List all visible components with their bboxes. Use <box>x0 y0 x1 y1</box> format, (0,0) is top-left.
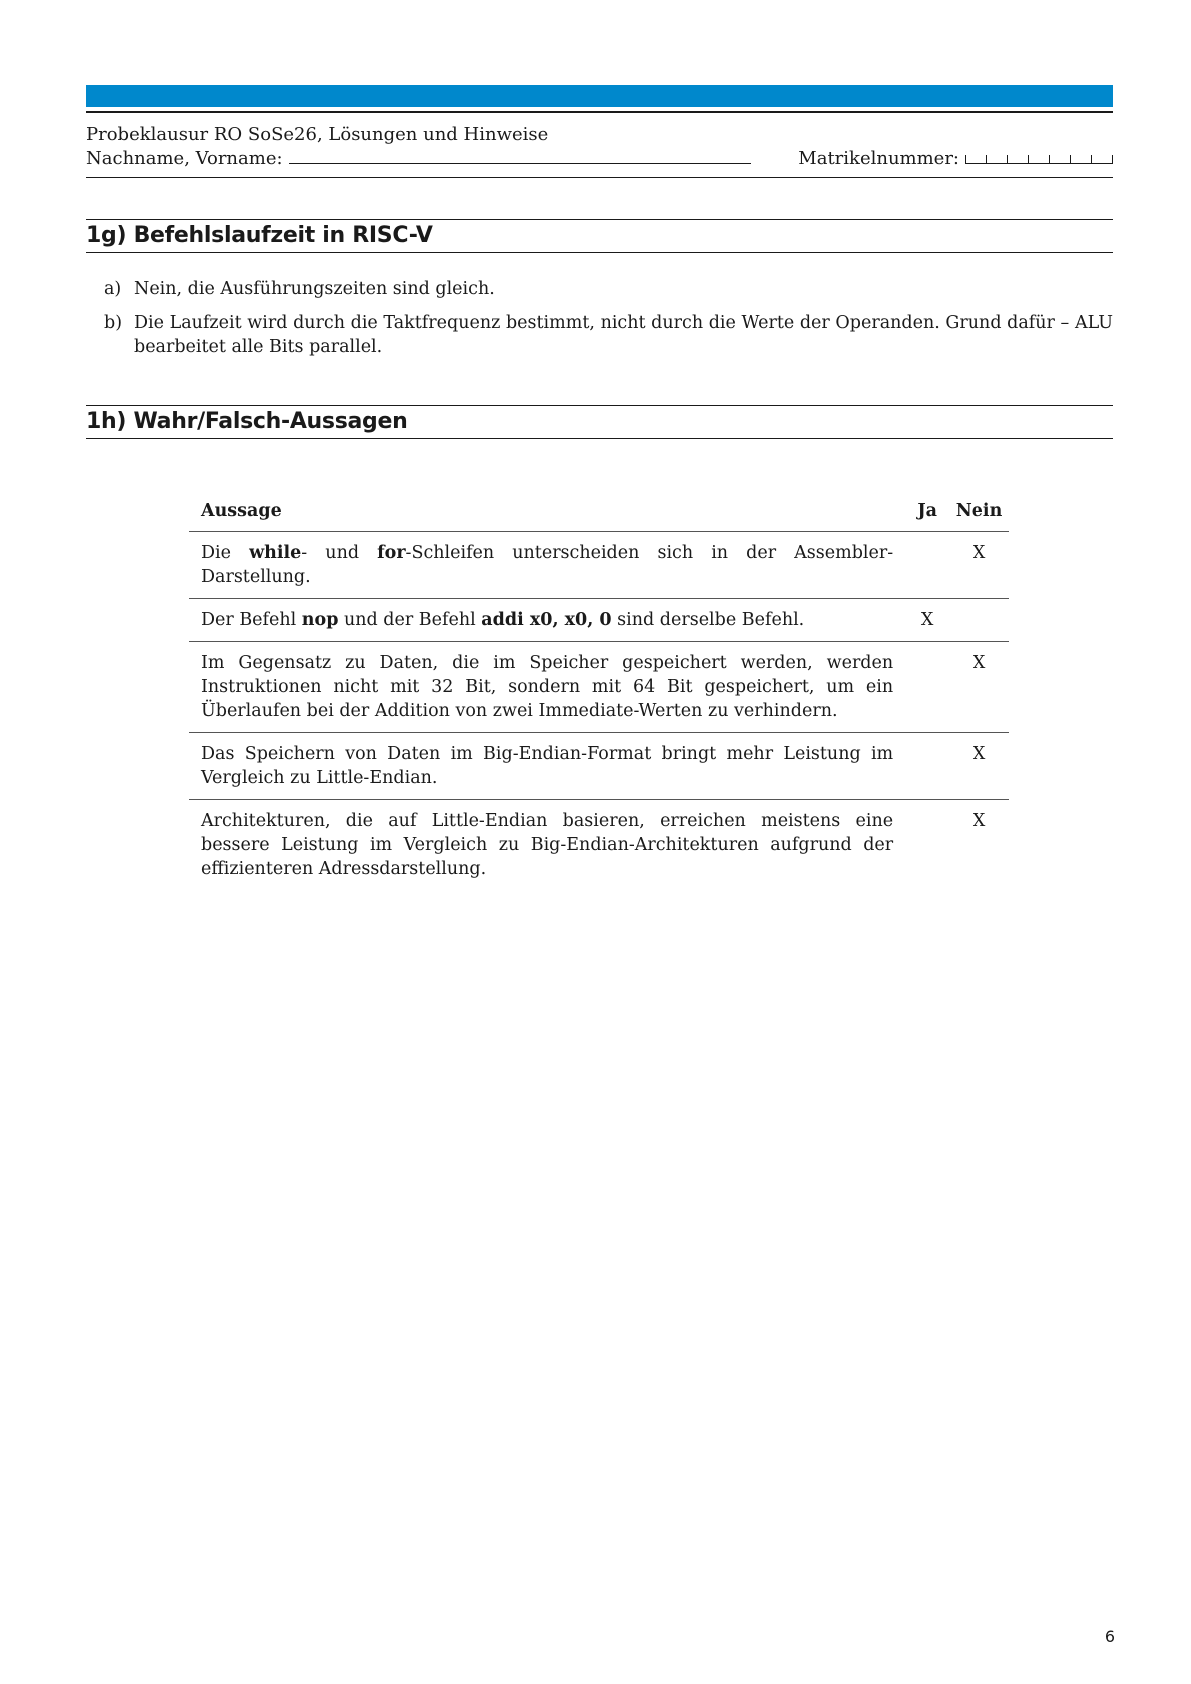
answer-item <box>104 277 1113 301</box>
page-number: 6 <box>1104 1627 1115 1646</box>
nein-cell: X <box>949 642 1009 733</box>
statement-cell <box>189 599 905 642</box>
matrikel-digit-box <box>1007 155 1028 164</box>
nein-cell: X <box>949 733 1009 800</box>
header-aussage: Aussage <box>189 493 905 532</box>
statement-cell <box>189 642 905 733</box>
table-row <box>189 532 1009 599</box>
table-row <box>189 800 1009 891</box>
statement-text: sind derselbe Befehl. <box>611 610 805 630</box>
table-row <box>189 599 1009 642</box>
statement-text: -Schleifen unterscheiden sich in der Assembler-Darstellung. <box>201 543 894 587</box>
name-field <box>86 147 751 171</box>
name-label: Nachname, Vorname: <box>86 148 283 169</box>
statement-text: Der Befehl <box>201 610 302 630</box>
ja-cell <box>905 733 949 800</box>
nein-cell <box>949 599 1009 642</box>
statement-keyword: addi x0, x0, 0 <box>481 610 612 630</box>
statement-text: Die <box>201 543 250 563</box>
matrikel-digit-box <box>1070 155 1091 164</box>
statement-keyword: for <box>377 543 406 563</box>
header-nein: Nein <box>949 493 1009 532</box>
header-bottom-rule <box>86 177 1113 178</box>
true-false-table <box>189 493 1009 890</box>
page-header <box>86 85 1113 178</box>
matrikel-digit-box <box>1028 155 1049 164</box>
statement-keyword: nop <box>301 610 339 630</box>
answer-item <box>104 311 1113 359</box>
statement-text: Im Gegensatz zu Daten, die im Speicher gespeichert werden, werden Instruktionen nicht mit 32 Bit, sondern mit 64 Bit gespeichert, um ein Überlaufen bei der Addition von zwei Immediate-Werten zu verhindern. <box>201 653 894 721</box>
ja-cell <box>905 532 949 599</box>
ja-cell: X <box>905 599 949 642</box>
statement-text: Architekturen, die auf Little-Endian basieren, erreichen meistens eine bessere Leistung im Vergleich zu Big-Endian-Architekturen aufgrund der effizienteren Adressdarstellung. <box>201 811 894 879</box>
matrikel-digit-box <box>965 155 986 164</box>
answers-1g <box>104 277 1113 369</box>
matrikel-digit-box <box>1049 155 1070 164</box>
ja-cell <box>905 800 949 891</box>
matrikel-digit-box <box>1091 155 1113 164</box>
name-underline <box>289 149 751 164</box>
statement-cell <box>189 800 905 891</box>
table-row <box>189 733 1009 800</box>
section-heading-1g: 1g) Befehlslaufzeit in RISC-V <box>86 219 1113 253</box>
nein-cell: X <box>972 811 986 831</box>
statement-text: - und <box>301 543 378 563</box>
matrikel-field <box>798 147 1113 171</box>
exam-title: Probeklausur RO SoSe26, Lösungen und Hinweise <box>86 124 549 145</box>
statement-cell <box>189 733 905 800</box>
answer-text: Nein, die Ausführungszeiten sind gleich. <box>134 279 495 299</box>
table-row <box>189 642 1009 733</box>
statement-cell <box>189 532 905 599</box>
ja-cell <box>905 642 949 733</box>
answer-marker: a) <box>104 279 122 299</box>
section-heading-1h: 1h) Wahr/Falsch-Aussagen <box>86 405 1113 439</box>
statement-text: Das Speichern von Daten im Big-Endian-Format bringt mehr Leistung im Vergleich zu Little-Endian. <box>201 744 894 788</box>
nein-cell: X <box>949 532 1009 599</box>
table-body <box>189 532 1009 891</box>
statement-keyword: while <box>249 543 302 563</box>
header-ja: Ja <box>905 493 949 532</box>
answer-text: Die Laufzeit wird durch die Taktfrequenz bestimmt, nicht durch die Werte der Operanden. Grund dafür – ALU bearbeitet alle Bits parallel. <box>134 313 1113 357</box>
matrikel-boxes <box>965 155 1113 164</box>
statement-text: und der Befehl <box>338 610 482 630</box>
matrikel-label: Matrikelnummer: <box>798 148 959 169</box>
matrikel-digit-box <box>986 155 1007 164</box>
header-blue-bar <box>86 85 1113 107</box>
answer-marker: b) <box>104 313 123 333</box>
table-header-row <box>189 493 1009 532</box>
